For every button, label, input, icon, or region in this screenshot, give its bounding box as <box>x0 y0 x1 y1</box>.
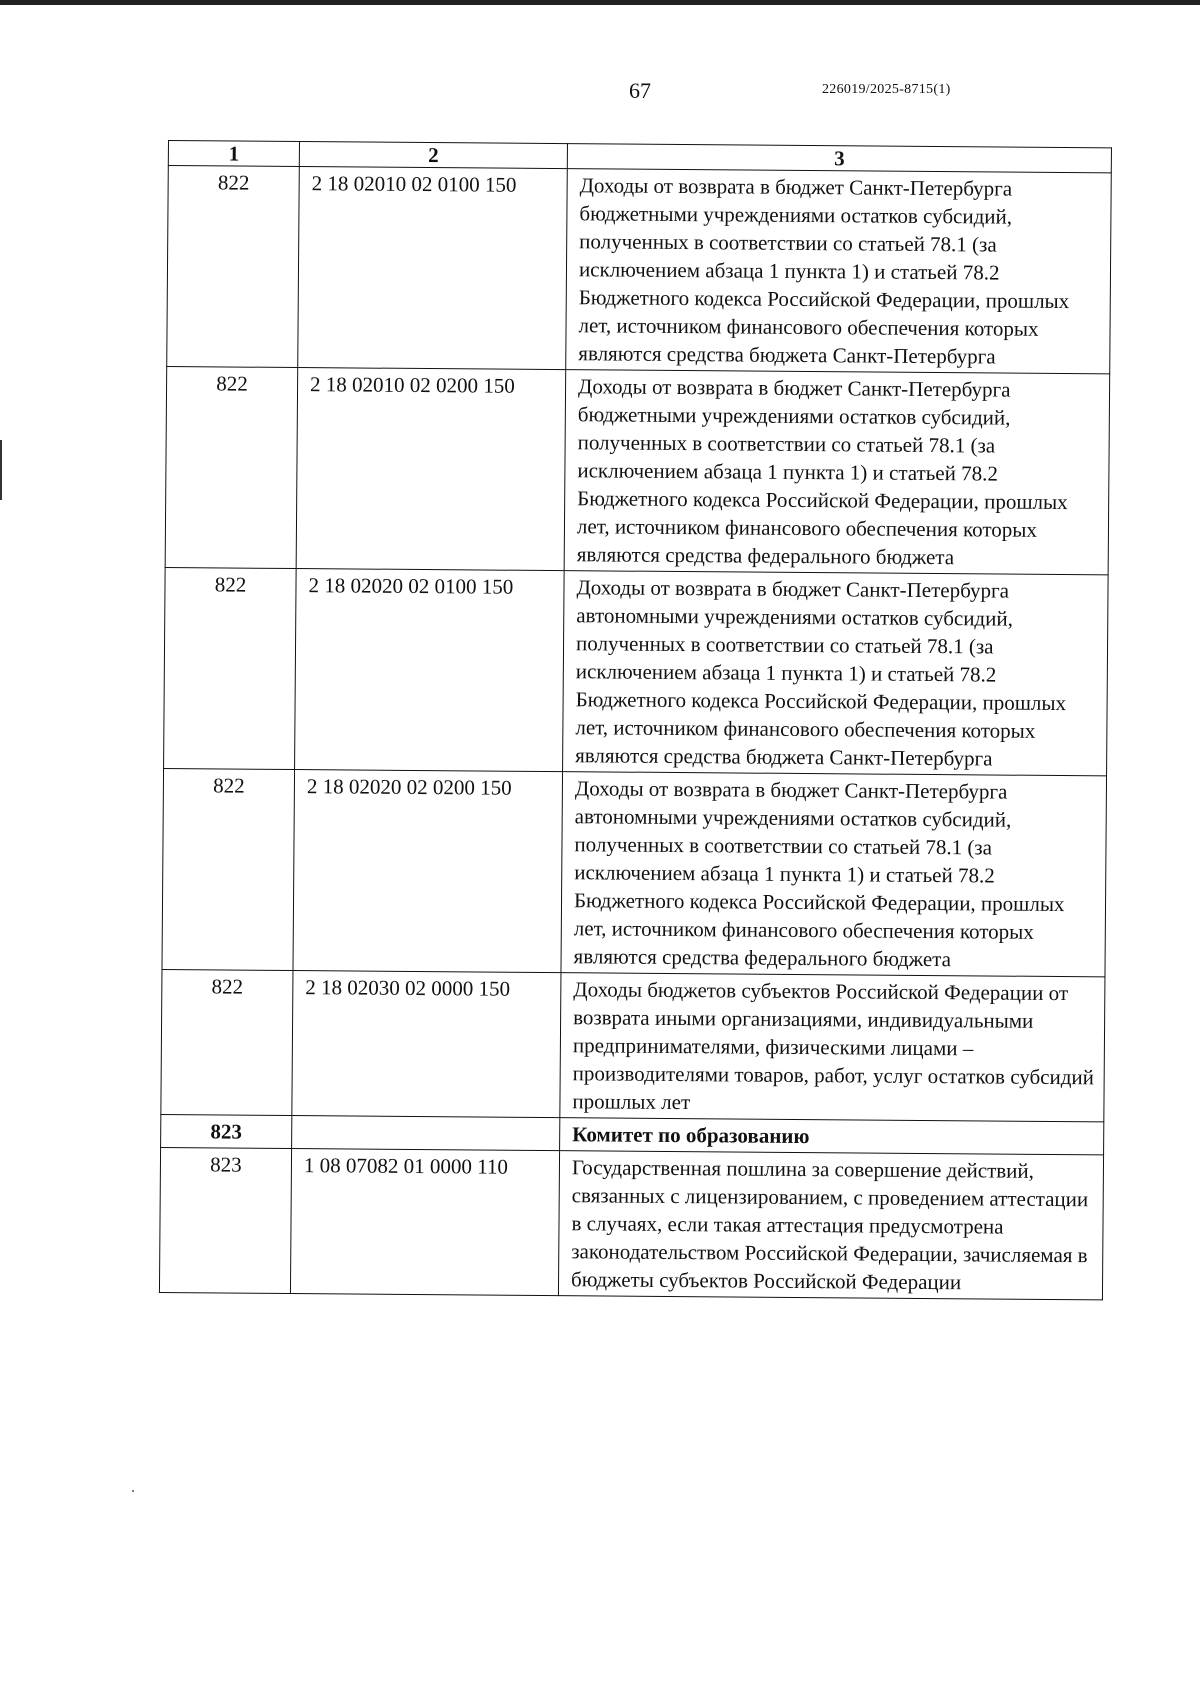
table-row <box>162 768 1107 976</box>
scan-edge-mark <box>0 440 2 500</box>
revenue-code-cell: 2 18 02010 02 0200 150 <box>296 368 566 571</box>
revenue-codes-table <box>159 140 1112 1300</box>
column-header-2: 2 <box>299 142 567 169</box>
admin-code-cell: 823 <box>161 1114 292 1148</box>
table-row <box>164 567 1109 775</box>
admin-code-cell: 822 <box>162 768 295 970</box>
admin-code-cell: 822 <box>164 567 297 769</box>
admin-code-cell: 822 <box>161 969 293 1115</box>
table-row <box>159 1147 1103 1299</box>
scan-speck <box>132 1490 134 1492</box>
table-row <box>167 166 1112 374</box>
admin-code-cell: 822 <box>167 166 300 368</box>
description-cell: Государственная пошлина за совершение действий, связанных с лицензированием, с проведением аттестации в случаях, если такая аттестация предусмотрена законодательством Российской Федерации, зачисляемая в бюджеты субъектов Российской Федерации <box>558 1151 1103 1300</box>
revenue-code-cell: 2 18 02020 02 0100 150 <box>295 569 565 772</box>
description-cell: Доходы бюджетов субъектов Российской Федерации от возврата иными организациями, индивидуальными предпринимателями, физическими лицами – производителями товаров, работ, услуг остатков субсидий прошлых лет <box>560 973 1105 1122</box>
table-row <box>165 366 1110 574</box>
description-cell: Доходы от возврата в бюджет Санкт-Петербурга автономными учреждениями остатков субсидий, полученных в соответствии со статьей 78.1 (за исключением абзаца 1 пункта 1) и статьей 78.2 Бюджетного кодекса Российской Федерации, прошлых лет, источником финансового обеспечения которых являются средства федерального бюджета <box>561 772 1107 977</box>
committee-name-cell: Комитет по образованию <box>560 1118 1104 1155</box>
revenue-code-cell <box>292 1116 560 1151</box>
revenue-code-cell: 2 18 02030 02 0000 150 <box>292 971 561 1118</box>
description-cell: Доходы от возврата в бюджет Санкт-Петербурга бюджетными учреждениями остатков субсидий, полученных в соответствии со статьей 78.1 (за исключением абзаца 1 пункта 1) и статьей 78.2 Бюджетного кодекса Российской Федерации, прошлых лет, источником финансового обеспечения которых являются средства федерального бюджета <box>564 370 1110 575</box>
column-header-1: 1 <box>168 141 299 167</box>
description-cell: Доходы от возврата в бюджет Санкт-Петербурга бюджетными учреждениями остатков субсидий, полученных в соответствии со статьей 78.1 (за исключением абзаца 1 пункта 1) и статьей 78.2 Бюджетного кодекса Российской Федерации, прошлых лет, источником финансового обеспечения которых являются средства бюджета Санкт-Петербурга <box>566 169 1112 374</box>
admin-code-cell: 823 <box>159 1147 291 1293</box>
top-border <box>0 0 1200 5</box>
description-cell: Доходы от возврата в бюджет Санкт-Петербурга автономными учреждениями остатков субсидий, полученных в соответствии со статьей 78.1 (за исключением абзаца 1 пункта 1) и статьей 78.2 Бюджетного кодекса Российской Федерации, прошлых лет, источником финансового обеспечения которых являются средства бюджета Санкт-Петербурга <box>563 571 1109 776</box>
admin-code-cell: 822 <box>165 366 298 568</box>
document-id: 226019/2025-8715(1) <box>822 82 951 97</box>
page-number: 67 <box>629 78 651 103</box>
revenue-code-cell: 2 18 02020 02 0200 150 <box>293 770 563 973</box>
column-header-3: 3 <box>567 144 1111 173</box>
revenue-code-cell: 2 18 02010 02 0100 150 <box>298 167 568 370</box>
revenue-code-cell: 1 08 07082 01 0000 110 <box>290 1149 559 1296</box>
table-row <box>161 969 1105 1121</box>
